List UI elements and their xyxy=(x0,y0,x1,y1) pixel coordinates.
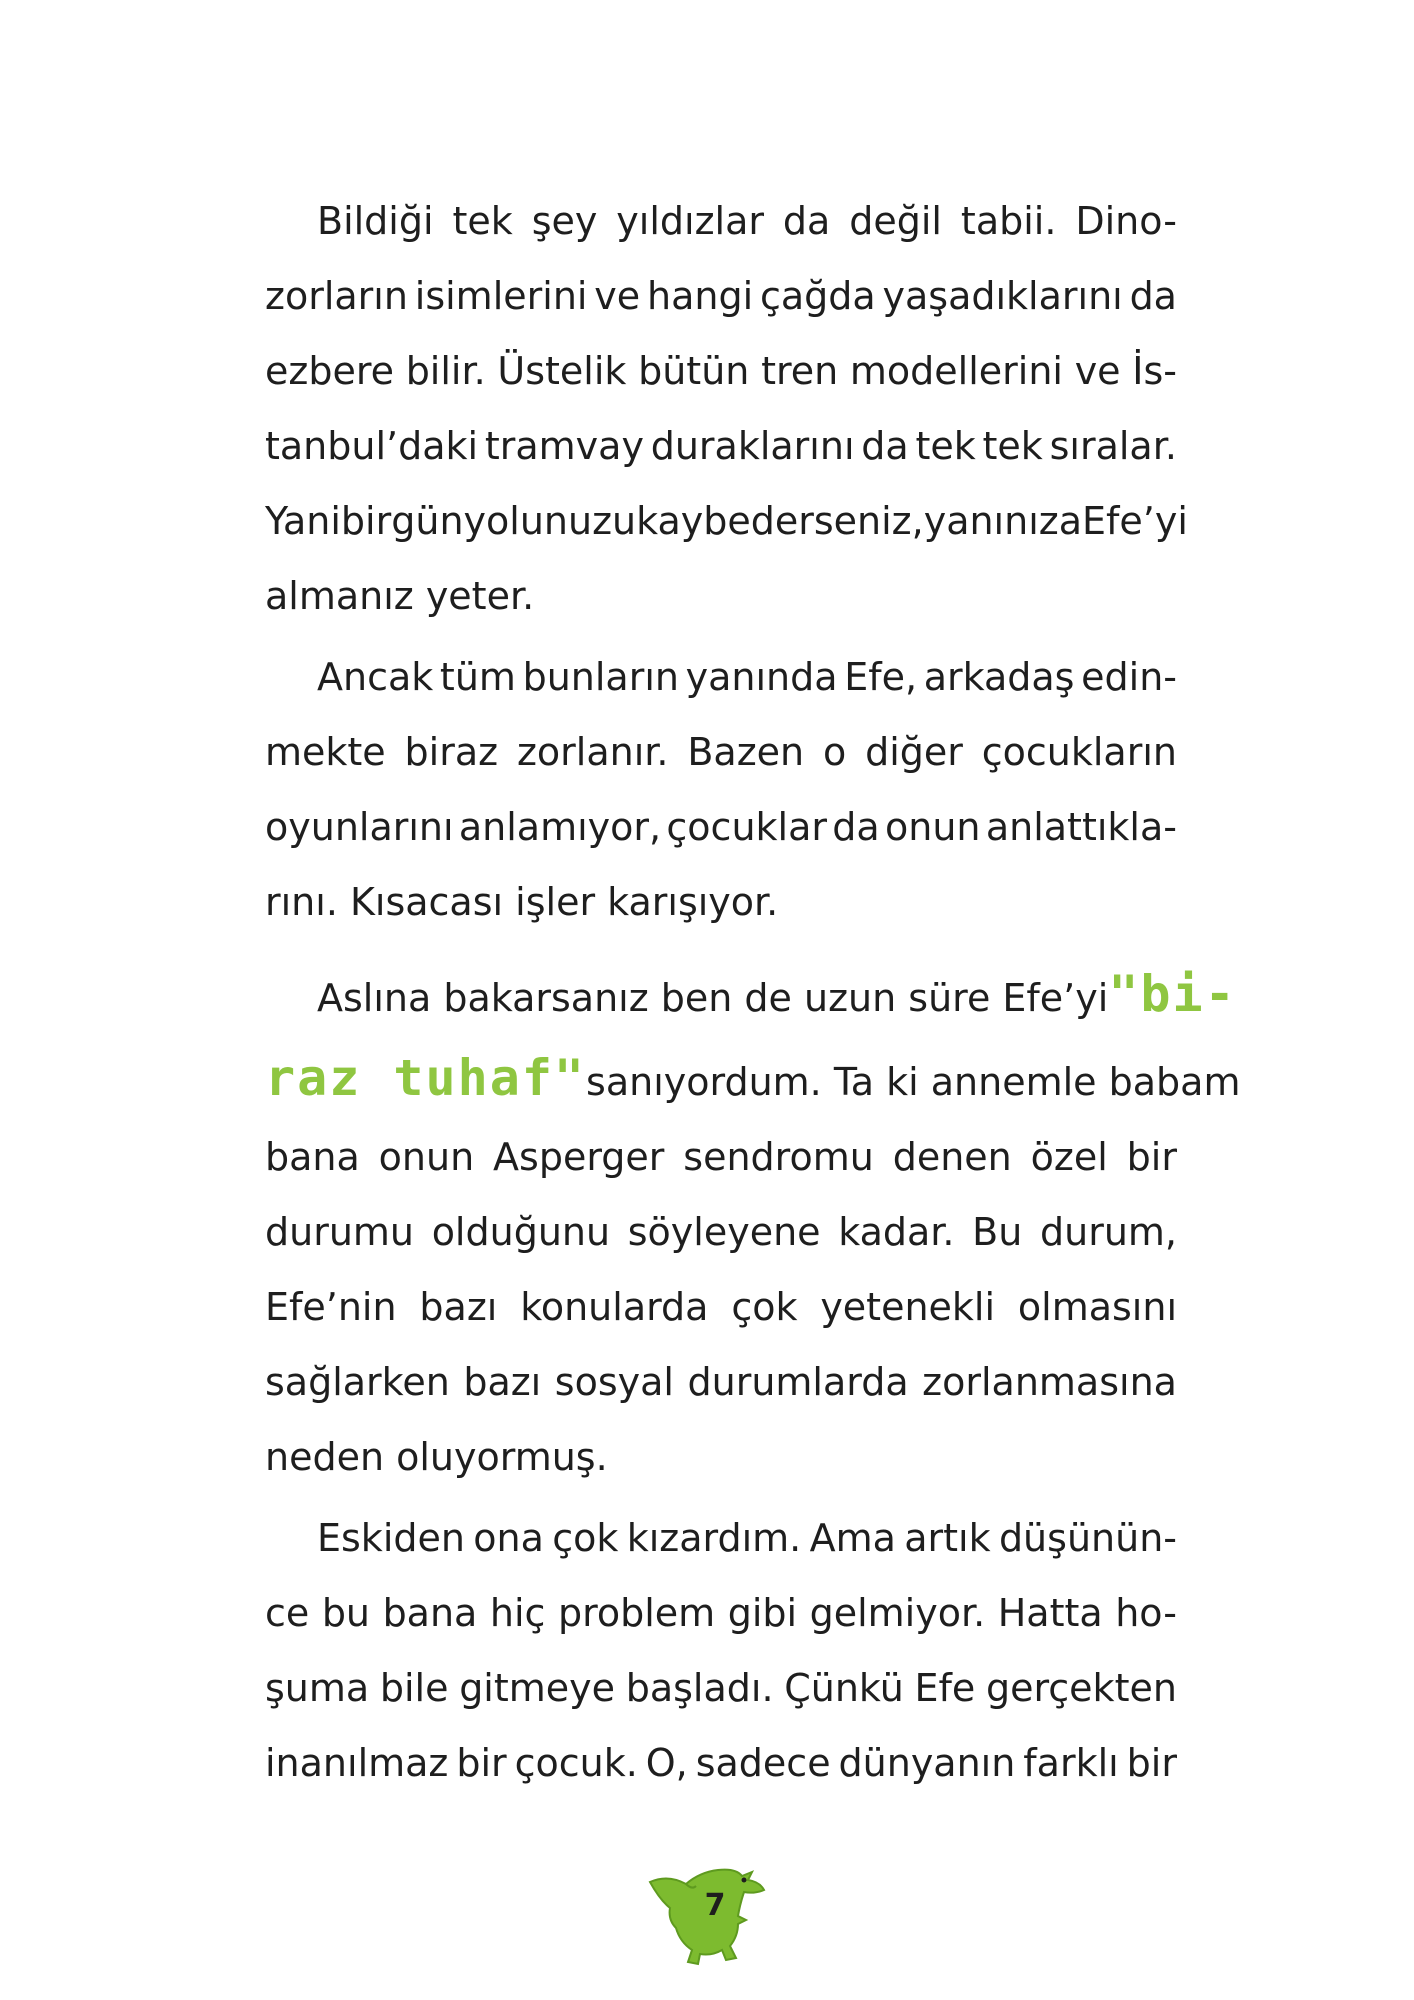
word: dünyanın xyxy=(838,1741,1016,1785)
word: İs- xyxy=(1132,349,1177,393)
word: anlattıkla- xyxy=(985,805,1177,849)
word: özel xyxy=(1030,1135,1108,1179)
word: Yani xyxy=(265,499,341,543)
word: tanbul’daki xyxy=(265,424,479,468)
text-line xyxy=(265,715,1177,790)
word: şey xyxy=(531,199,598,243)
word: tabii. xyxy=(960,199,1057,243)
word: durumu xyxy=(265,1210,415,1254)
text-line xyxy=(265,184,1177,259)
paragraph-2 xyxy=(265,640,1177,940)
word: bir xyxy=(1126,1135,1177,1179)
word: O, xyxy=(645,1741,688,1785)
word: artık xyxy=(904,1516,991,1560)
word: yanınıza xyxy=(923,499,1082,543)
word: gitmeye xyxy=(459,1666,616,1710)
text-line xyxy=(265,1345,1177,1420)
text-line xyxy=(265,790,1177,865)
text-line xyxy=(265,1036,1241,1120)
word: bu xyxy=(321,1591,371,1635)
word: diğer xyxy=(865,730,963,774)
word: bütün xyxy=(638,349,750,393)
word: anlamıyor, xyxy=(458,805,662,849)
word: yolunuzu xyxy=(463,499,637,543)
word: ce xyxy=(265,1591,310,1635)
word: biraz xyxy=(404,730,499,774)
word: çok xyxy=(552,1516,619,1560)
text-line xyxy=(265,1501,1177,1576)
text-line xyxy=(265,259,1177,334)
word: çağda xyxy=(759,274,876,318)
word: bir xyxy=(1126,1741,1177,1785)
text-line xyxy=(265,640,1177,715)
text-line: rını. Kısacası işler karışıyor. xyxy=(265,880,779,924)
word: da xyxy=(1129,274,1177,318)
word: olduğunu xyxy=(431,1210,611,1254)
highlight-phrase-part-2: raz tuhaf" xyxy=(265,1049,587,1107)
word: Efe xyxy=(914,1666,976,1710)
word: Ancak xyxy=(317,655,434,699)
word: Bazen xyxy=(687,730,805,774)
word: da xyxy=(782,199,831,243)
word: Bildiği xyxy=(317,199,434,243)
word: bir xyxy=(456,1741,507,1785)
word: arkadaş xyxy=(923,655,1075,699)
word: ona xyxy=(473,1516,544,1560)
paragraph-1 xyxy=(265,184,1188,634)
word: Dino- xyxy=(1075,199,1177,243)
word: ve xyxy=(594,274,641,318)
word: Efe’yi xyxy=(1082,499,1188,543)
word: ezbere xyxy=(265,349,394,393)
word: yıldızlar xyxy=(616,199,764,243)
text-line xyxy=(265,1726,1177,1801)
word: şuma xyxy=(265,1666,370,1710)
word: onun xyxy=(378,1135,475,1179)
word: ho- xyxy=(1115,1591,1177,1635)
word: tek xyxy=(915,424,976,468)
word: konularda xyxy=(520,1285,709,1329)
word: Ama xyxy=(809,1516,896,1560)
text-line xyxy=(265,1651,1177,1726)
page-number: 7 xyxy=(704,1888,726,1923)
word: değil xyxy=(849,199,942,243)
word: olmasını xyxy=(1017,1285,1177,1329)
text-line xyxy=(265,1195,1177,1270)
word: hiç xyxy=(489,1591,546,1635)
word: Bu xyxy=(972,1210,1023,1254)
word: inanılmaz xyxy=(265,1741,449,1785)
word: tramvay xyxy=(484,424,644,468)
highlight-phrase-part-1: "bi- xyxy=(1108,965,1237,1023)
word: çok xyxy=(731,1285,798,1329)
word: tüm xyxy=(439,655,516,699)
word: kızardım. xyxy=(626,1516,802,1560)
word: duraklarını xyxy=(650,424,855,468)
word: kadar. xyxy=(838,1210,955,1254)
word: durumlarda xyxy=(687,1360,909,1404)
text-line: neden oluyormuş. xyxy=(265,1435,608,1479)
word: çocuk. xyxy=(514,1741,638,1785)
word: gerçekten xyxy=(986,1666,1177,1710)
word: Efe, xyxy=(844,655,918,699)
word: sendromu xyxy=(683,1135,874,1179)
text-line xyxy=(265,952,1237,1036)
text-line xyxy=(265,1120,1177,1195)
text-line xyxy=(265,409,1177,484)
word: modellerini xyxy=(849,349,1063,393)
word: yaşadıklarını xyxy=(882,274,1123,318)
word: tek xyxy=(452,199,513,243)
text-line xyxy=(265,1576,1177,1651)
word: sıralar. xyxy=(1049,424,1177,468)
word: zorların xyxy=(265,274,408,318)
word: da xyxy=(861,424,909,468)
word: bana xyxy=(265,1135,360,1179)
word: onun xyxy=(885,805,981,849)
word: edin- xyxy=(1081,655,1177,699)
word: bazı xyxy=(463,1360,542,1404)
word: Çünkü xyxy=(784,1666,904,1710)
word: da xyxy=(832,805,880,849)
word: başladı. xyxy=(625,1666,774,1710)
word: isimlerini xyxy=(414,274,588,318)
word: gelmiyor. xyxy=(809,1591,986,1635)
paragraph-3-line-1-text: Aslına bakarsanız ben de uzun süre Efe’yi xyxy=(317,976,1109,1020)
word: o xyxy=(822,730,847,774)
word: Asperger xyxy=(493,1135,665,1179)
word: ve xyxy=(1074,349,1121,393)
word: Hatta xyxy=(997,1591,1103,1635)
paragraph-4 xyxy=(265,1501,1177,1801)
word: bilir. xyxy=(405,349,486,393)
word: yanında xyxy=(685,655,838,699)
word: gibi xyxy=(727,1591,798,1635)
word: gün xyxy=(391,499,464,543)
word: Efe’nin xyxy=(265,1285,397,1329)
word: yetenekli xyxy=(820,1285,996,1329)
word: bazı xyxy=(419,1285,498,1329)
word: çocuklar xyxy=(666,805,827,849)
word: bir xyxy=(340,499,392,543)
word: problem xyxy=(557,1591,716,1635)
word: çocukların xyxy=(981,730,1177,774)
word: durum, xyxy=(1039,1210,1177,1254)
text-line xyxy=(265,484,1188,559)
paragraph-3-line-2-text: sanıyordum. Ta ki annemle babam xyxy=(586,1060,1241,1104)
word: düşünün- xyxy=(998,1516,1177,1560)
word: denen xyxy=(892,1135,1012,1179)
text-line xyxy=(265,334,1177,409)
word: bana xyxy=(382,1591,478,1635)
word: tren xyxy=(761,349,839,393)
word: bile xyxy=(379,1666,449,1710)
word: zorlanır. xyxy=(516,730,669,774)
word: mekte xyxy=(265,730,386,774)
word: farklı xyxy=(1023,1741,1119,1785)
word: zorlanmasına xyxy=(922,1360,1177,1404)
word: bunların xyxy=(522,655,679,699)
text-line xyxy=(265,1270,1177,1345)
word: söyleyene xyxy=(627,1210,821,1254)
word: oyunlarını xyxy=(265,805,454,849)
word: sağlarken xyxy=(265,1360,450,1404)
page-number-badge xyxy=(640,1860,780,1970)
word: kaybederseniz, xyxy=(636,499,924,543)
word: sosyal xyxy=(554,1360,674,1404)
word: hangi xyxy=(647,274,754,318)
word: Üstelik xyxy=(497,349,627,393)
word: sadece xyxy=(695,1741,831,1785)
text-line: almanız yeter. xyxy=(265,574,535,618)
body-text xyxy=(265,184,1241,1801)
word: Eskiden xyxy=(317,1516,465,1560)
word: tek xyxy=(982,424,1043,468)
paragraph-3 xyxy=(265,952,1241,1495)
